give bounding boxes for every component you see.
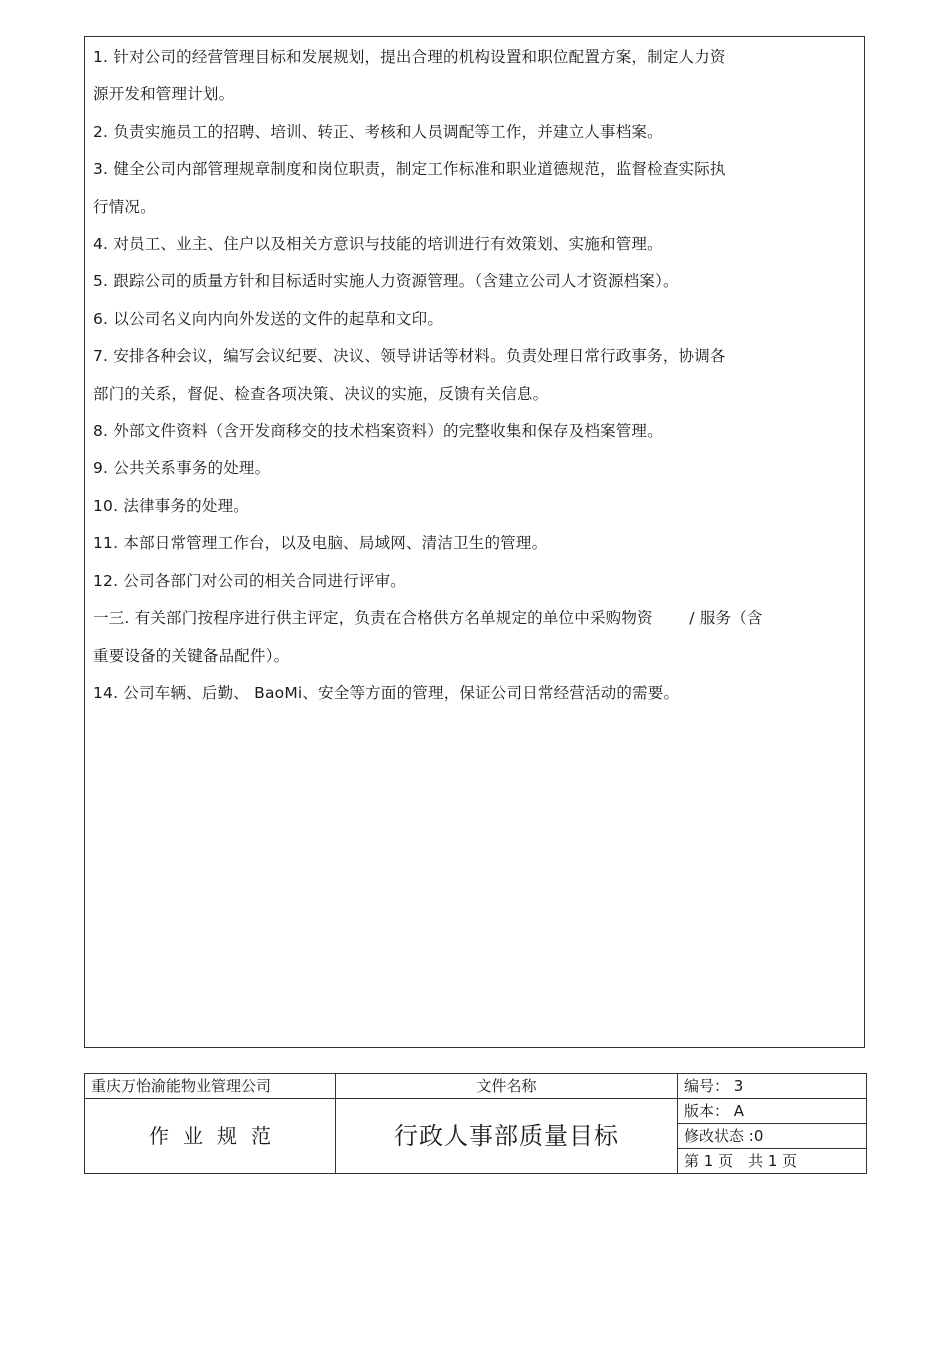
doc-revision: 修改状态 :0 xyxy=(678,1124,867,1149)
text-line: 一三. 有关部门按程序进行供主评定，负责在合格供方名单规定的单位中采购物资 / 服务（含 xyxy=(93,609,763,628)
document-footer-table xyxy=(84,1073,867,1174)
text-line: 7. 安排各种会议，编写会议纪要、决议、领导讲话等材料。负责处理日常行政事务，协调各 xyxy=(93,347,726,366)
text-line: 重要设备的关键备品配件）。 xyxy=(93,646,290,665)
responsibilities-box xyxy=(84,36,865,1048)
doc-title: 行政人事部质量目标 xyxy=(336,1099,678,1174)
text-line: 3. 健全公司内部管理规章制度和岗位职责，制定工作标准和职业道德规范，监督检查实际执 xyxy=(93,160,726,179)
text-line: 11. 本部日常管理工作台，以及电脑、局域网、清洁卫生的管理。 xyxy=(93,534,548,553)
text-line: 14. 公司车辆、后勤、 BaoMi、安全等方面的管理，保证公司日常经营活动的需要。 xyxy=(93,683,680,702)
page-number: 第 1 页 共 1 页 xyxy=(678,1149,867,1174)
company-name: 重庆万怡渝能物业管理公司 xyxy=(85,1074,336,1099)
text-line: 6. 以公司名义向内向外发送的文件的起草和文印。 xyxy=(93,309,444,328)
text-line: 部门的关系，督促、检查各项决策、决议的实施，反馈有关信息。 xyxy=(93,384,549,403)
text-line: 行情况。 xyxy=(93,197,156,216)
text-line: 4. 对员工、业主、住户以及相关方意识与技能的培训进行有效策划、实施和管理。 xyxy=(93,235,663,254)
text-line: 源开发和管理计划。 xyxy=(93,85,235,104)
text-line: 8. 外部文件资料（含开发商移交的技术档案资料）的完整收集和保存及档案管理。 xyxy=(93,422,663,441)
doc-type: 作业规范 xyxy=(85,1099,336,1174)
doc-name-label: 文件名称 xyxy=(336,1074,678,1099)
text-line: 1. 针对公司的经营管理目标和发展规划，提出合理的机构设置和职位配置方案，制定人力资 xyxy=(93,48,726,66)
text-line: 12. 公司各部门对公司的相关合同进行评审。 xyxy=(93,571,406,590)
text-line: 5. 跟踪公司的质量方针和目标适时实施人力资源管理。（含建立公司人才资源档案）。 xyxy=(93,272,679,291)
doc-code: 编号： 3 xyxy=(678,1074,867,1099)
text-line: 2. 负责实施员工的招聘、培训、转正、考核和人员调配等工作，并建立人事档案。 xyxy=(93,122,663,141)
doc-version: 版本： A xyxy=(678,1099,867,1124)
text-line: 9. 公共关系事务的处理。 xyxy=(93,459,271,478)
text-line: 10. 法律事务的处理。 xyxy=(93,496,249,515)
